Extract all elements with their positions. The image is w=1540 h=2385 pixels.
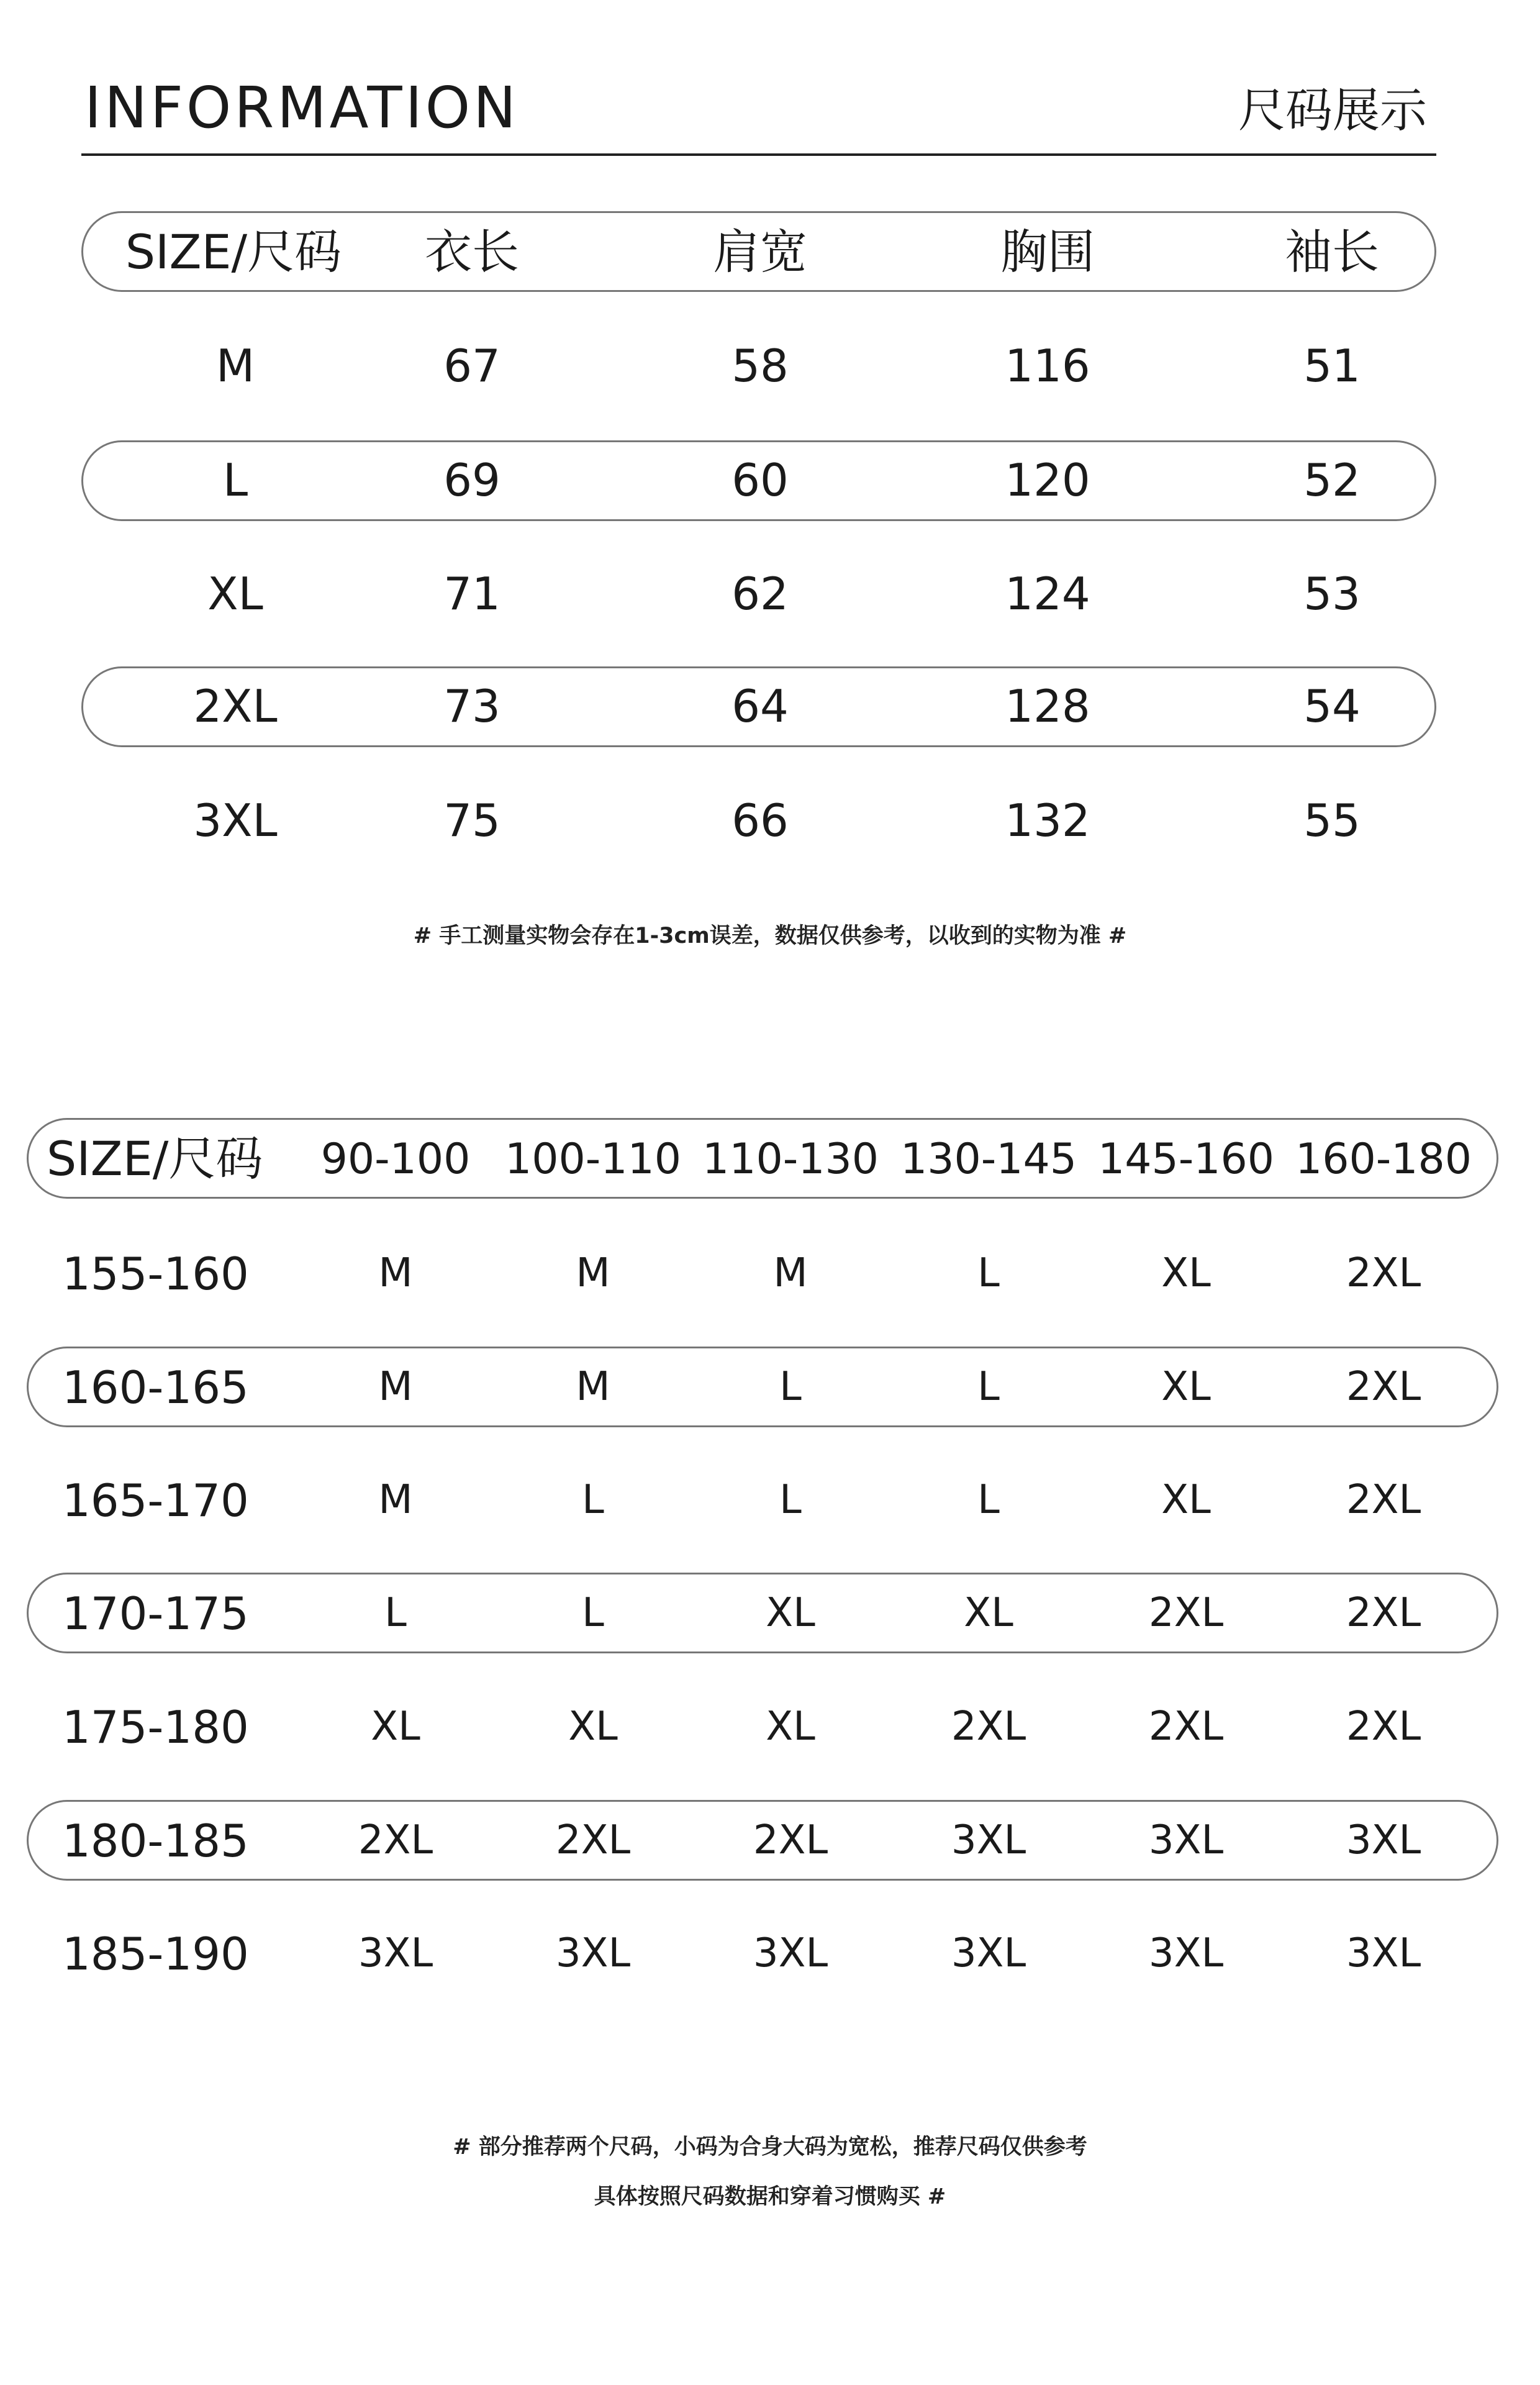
size-cell: XL: [766, 1704, 815, 1750]
header-weight-range: 160-180: [1295, 1135, 1472, 1184]
height-range-label: 175-180: [62, 1701, 249, 1753]
header-weight-range: 145-160: [1097, 1135, 1275, 1184]
height-range-label: 155-160: [62, 1248, 249, 1300]
chest-cell: 128: [1005, 680, 1090, 732]
size-cell: M: [378, 1477, 413, 1523]
size-cell: 3XL: [555, 1930, 631, 1976]
size-cell: M: [576, 1364, 610, 1410]
size-cell: 2XL: [1148, 1590, 1224, 1636]
size-cell: XL: [568, 1704, 618, 1750]
size-cell: L: [582, 1590, 604, 1636]
chest-cell: 132: [1005, 794, 1090, 847]
height-range-label: 185-190: [62, 1928, 249, 1980]
length-cell: 73: [443, 680, 500, 732]
size-cell: L: [582, 1477, 604, 1523]
size-cell: XL: [964, 1590, 1013, 1636]
size-cell: XL: [371, 1704, 420, 1750]
header-size: SIZE/尺码: [125, 224, 342, 279]
size-cell: 2XL: [193, 680, 278, 732]
size-cell: 3XL: [1148, 1817, 1224, 1863]
size-cell: XL: [1161, 1364, 1211, 1410]
size-cell: 2XL: [753, 1817, 828, 1863]
height-range-label: 165-170: [62, 1474, 249, 1527]
shoulder-cell: 60: [732, 454, 789, 506]
size-cell: 2XL: [555, 1817, 631, 1863]
size-cell: M: [378, 1364, 413, 1410]
title-english: INFORMATION: [84, 75, 519, 141]
chest-cell: 116: [1005, 340, 1090, 392]
sleeve-cell: 53: [1303, 568, 1361, 620]
height-range-label: 170-175: [62, 1588, 249, 1640]
size-cell: 3XL: [1346, 1817, 1421, 1863]
header-weight-range: 130-145: [900, 1135, 1077, 1184]
header-size: SIZE/尺码: [47, 1131, 263, 1186]
size-cell: 2XL: [1346, 1364, 1421, 1410]
size-cell: L: [977, 1364, 1000, 1410]
size-cell: 2XL: [951, 1704, 1026, 1750]
recommendation-note-line1: # 部分推荐两个尺码，小码为合身大码为宽松，推荐尺码仅供参考: [453, 2135, 1087, 2160]
size-cell: L: [977, 1477, 1000, 1523]
length-cell: 71: [443, 568, 500, 620]
measurement-note: # 手工测量实物会存在1-3cm误差，数据仅供参考，以收到的实物为准 #: [413, 924, 1127, 948]
header-weight-range: 90-100: [320, 1135, 471, 1184]
size-cell: XL: [207, 568, 263, 620]
sleeve-cell: 55: [1303, 794, 1361, 847]
height-range-label: 160-165: [62, 1361, 249, 1414]
size-cell: 3XL: [753, 1930, 828, 1976]
size-cell: M: [773, 1250, 808, 1296]
sleeve-cell: 52: [1303, 454, 1361, 506]
size-cell: 3XL: [193, 794, 278, 847]
size-cell: 3XL: [358, 1930, 433, 1976]
size-cell: L: [222, 454, 248, 506]
page-header: [81, 75, 1436, 156]
size-cell: 2XL: [1346, 1590, 1421, 1636]
size-cell: M: [378, 1250, 413, 1296]
size-cell: XL: [1161, 1477, 1211, 1523]
size-cell: L: [384, 1590, 407, 1636]
sleeve-cell: 51: [1303, 340, 1361, 392]
chest-cell: 124: [1005, 568, 1090, 620]
length-cell: 67: [443, 340, 500, 392]
size-cell: 2XL: [1346, 1477, 1421, 1523]
chest-cell: 120: [1005, 454, 1090, 506]
size-cell: M: [576, 1250, 610, 1296]
title-chinese: 尺码展示: [1238, 83, 1427, 138]
size-cell: 2XL: [1346, 1704, 1421, 1750]
recommendation-note-line2: 具体按照尺码数据和穿着习惯购买 #: [594, 2184, 946, 2209]
header-length: 衣长: [425, 224, 519, 279]
header-weight-range: 100-110: [504, 1135, 682, 1184]
header-shoulder: 肩宽: [713, 224, 807, 279]
size-cell: 3XL: [1346, 1930, 1421, 1976]
size-cell: 3XL: [951, 1817, 1026, 1863]
size-cell: L: [779, 1364, 802, 1410]
length-cell: 75: [443, 794, 500, 847]
size-cell: XL: [1161, 1250, 1211, 1296]
shoulder-cell: 66: [732, 794, 789, 847]
length-cell: 69: [443, 454, 500, 506]
shoulder-cell: 62: [732, 568, 789, 620]
shoulder-cell: 58: [732, 340, 789, 392]
height-range-label: 180-185: [62, 1815, 249, 1867]
size-cell: 2XL: [1346, 1250, 1421, 1296]
size-cell: 3XL: [951, 1930, 1026, 1976]
sleeve-cell: 54: [1303, 680, 1361, 732]
size-cell: L: [977, 1250, 1000, 1296]
header-weight-range: 110-130: [702, 1135, 879, 1184]
size-cell: L: [779, 1477, 802, 1523]
header-chest: 胸围: [1000, 224, 1095, 279]
header-sleeve: 袖长: [1285, 224, 1379, 279]
size-cell: 2XL: [358, 1817, 433, 1863]
size-cell: XL: [766, 1590, 815, 1636]
size-cell: 3XL: [1148, 1930, 1224, 1976]
size-cell: M: [215, 340, 255, 392]
size-cell: 2XL: [1148, 1704, 1224, 1750]
shoulder-cell: 64: [732, 680, 789, 732]
